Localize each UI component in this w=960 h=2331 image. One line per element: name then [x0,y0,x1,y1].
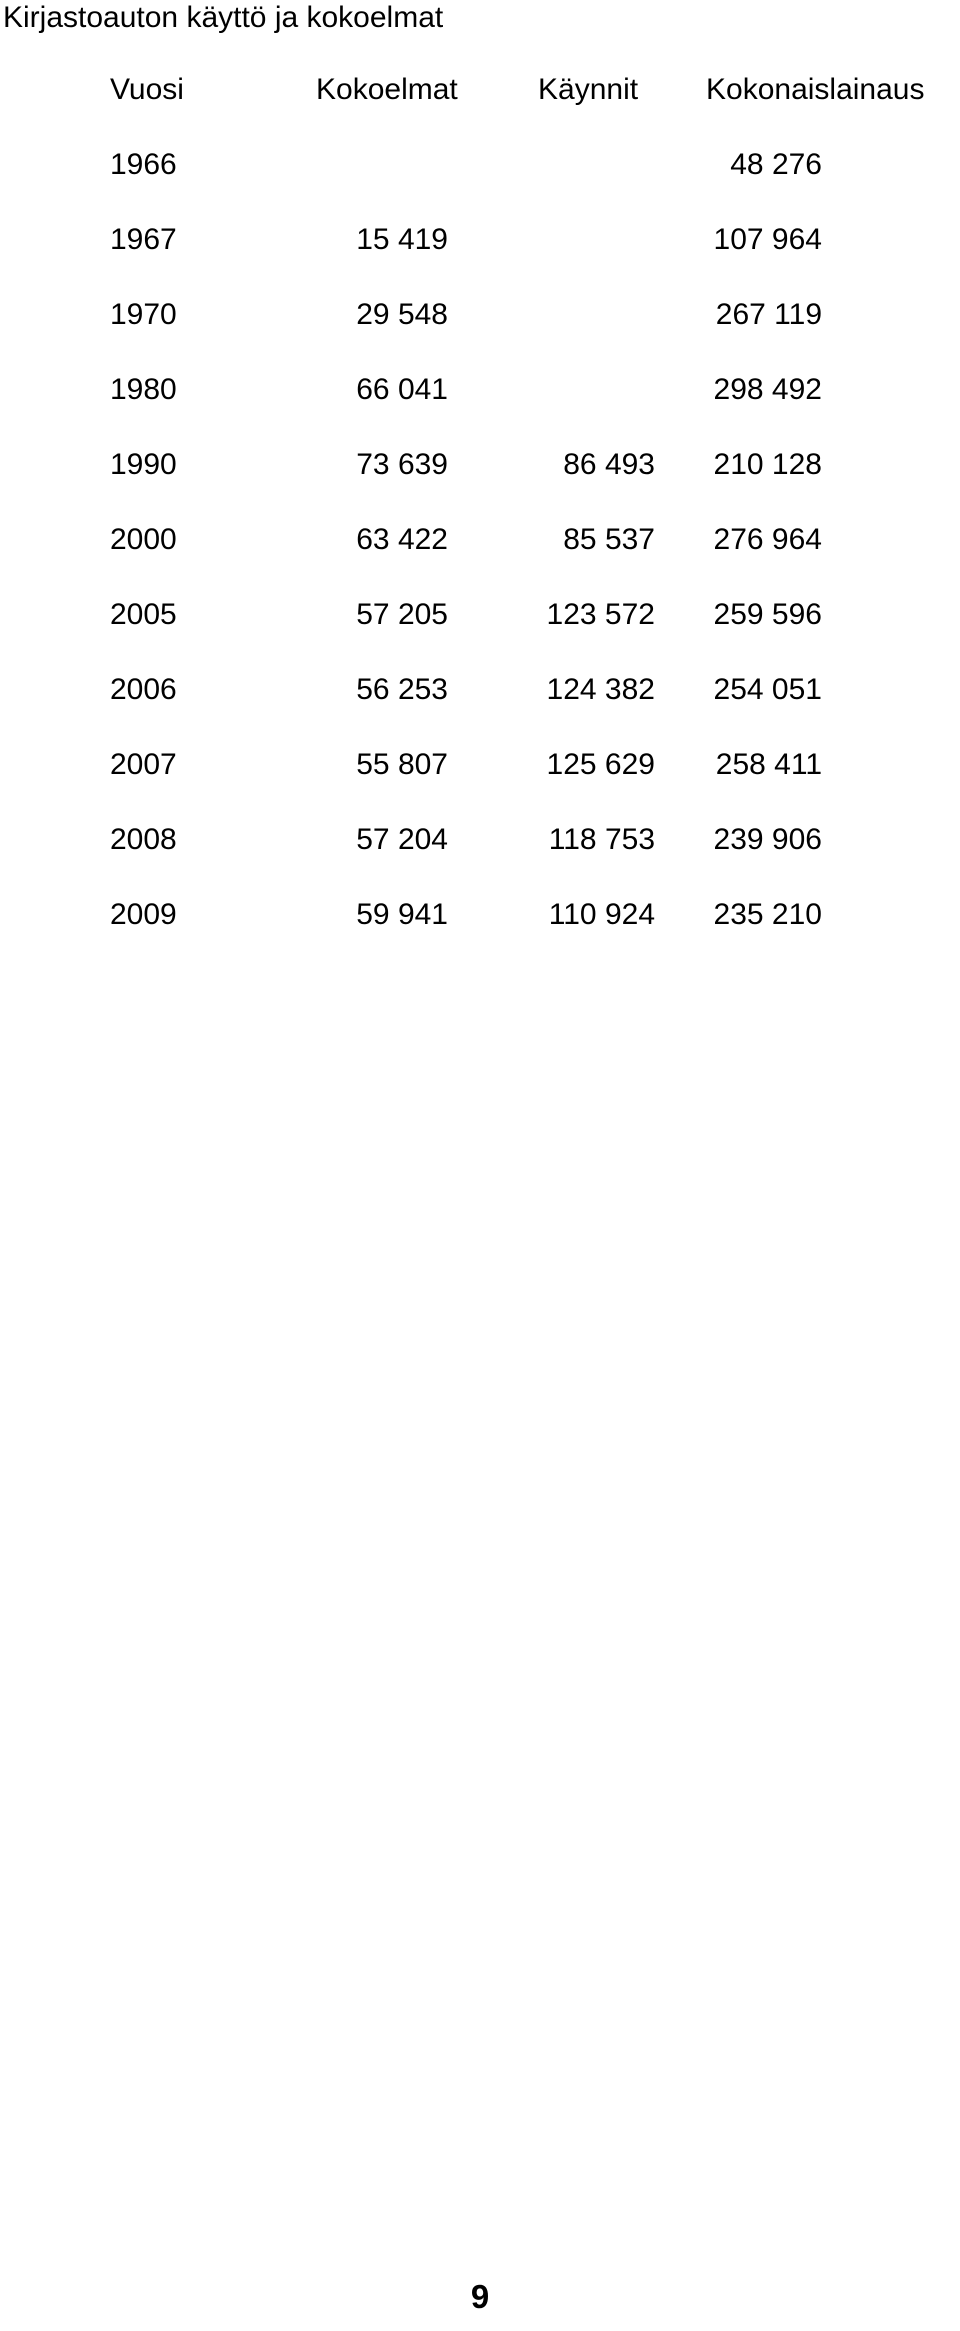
page-number: 9 [470,2278,490,2315]
cell-year: 1967 [110,223,177,256]
cell-loans: 48 276 [730,148,822,181]
cell-visits: 85 537 [563,523,655,556]
cell-collections: 56 253 [356,673,448,706]
cell-visits: 124 382 [546,673,655,706]
cell-year: 1980 [110,373,177,406]
cell-year: 2005 [110,598,177,631]
cell-loans: 276 964 [713,523,822,556]
cell-loans: 267 119 [715,298,822,331]
cell-visits: 110 924 [548,898,655,931]
cell-collections: 63 422 [356,523,448,556]
cell-collections: 57 205 [356,598,448,631]
cell-loans: 258 411 [715,748,822,781]
cell-visits: 125 629 [546,748,655,781]
cell-loans: 107 964 [713,223,822,256]
header-collections: Kokoelmat [316,73,458,106]
cell-collections: 55 807 [356,748,448,781]
header-visits: Käynnit [538,73,639,106]
cell-year: 2006 [110,673,177,706]
cell-loans: 298 492 [713,373,822,406]
cell-visits: 86 493 [563,448,655,481]
statistics-table [0,0,960,960]
cell-year: 1970 [110,298,177,331]
cell-collections: 57 204 [356,823,448,856]
cell-visits: 118 753 [548,823,655,856]
header-loans: Kokonaislainaus [706,73,925,106]
cell-collections: 15 419 [356,223,448,256]
cell-year: 2009 [110,898,177,931]
cell-collections: 59 941 [356,898,448,931]
cell-loans: 235 210 [713,898,822,931]
cell-visits: 123 572 [546,598,655,631]
cell-loans: 239 906 [713,823,822,856]
cell-loans: 254 051 [713,673,822,706]
header-year: Vuosi [110,73,184,106]
cell-collections: 66 041 [356,373,448,406]
document-title: Kirjastoauton käyttö ja kokoelmat [3,1,444,34]
cell-loans: 259 596 [713,598,822,631]
cell-year: 2007 [110,748,177,781]
cell-year: 2008 [110,823,177,856]
cell-loans: 210 128 [713,448,822,481]
cell-year: 1966 [110,148,177,181]
cell-year: 1990 [110,448,177,481]
cell-year: 2000 [110,523,177,556]
cell-collections: 73 639 [356,448,448,481]
cell-collections: 29 548 [356,298,448,331]
